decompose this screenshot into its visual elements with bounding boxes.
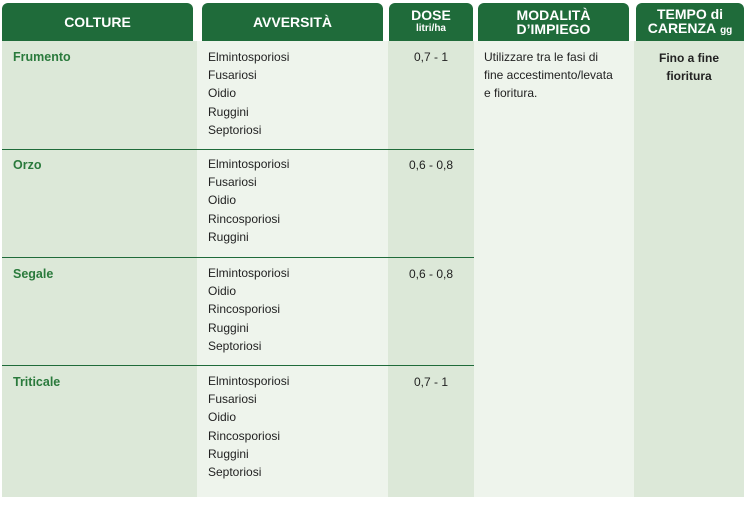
adversity-item: Ruggini xyxy=(208,446,249,461)
modalita-text xyxy=(484,48,613,103)
adversity-item: Ruggini xyxy=(208,229,249,244)
header-tempo-line2: CARENZA xyxy=(647,19,717,36)
modalita-line: e fioritura. xyxy=(484,86,538,101)
adversity-item: Rincosporiosi xyxy=(208,211,281,226)
adversity-item: Fusariosi xyxy=(208,392,257,407)
adversity-item: Fusariosi xyxy=(208,68,257,83)
adversity-item: Rincosporiosi xyxy=(208,428,281,443)
adversity-item: Ruggini xyxy=(208,320,249,335)
column-modalita-bg xyxy=(474,41,634,497)
row-separator xyxy=(2,257,474,258)
header-colture-label: COLTURE xyxy=(64,14,131,30)
header-tempo xyxy=(636,3,744,41)
adversity-list xyxy=(208,372,289,481)
carenza-text xyxy=(634,49,744,85)
header-dose xyxy=(389,3,473,41)
crop-name: Segale xyxy=(13,267,54,281)
header-modalita-label: MODALITÀ D’IMPIEGO xyxy=(516,7,591,37)
modalita-line: fine accestimento/levata xyxy=(484,68,613,83)
crop-name: Triticale xyxy=(13,375,61,389)
adversity-item: Fusariosi xyxy=(208,175,257,190)
adversity-item: Elmintosporiosi xyxy=(208,50,290,64)
dose-value: 0,7 - 1 xyxy=(413,50,449,64)
carenza-line: fioritura xyxy=(666,69,712,83)
adversity-item: Elmintosporiosi xyxy=(208,266,290,280)
row-separator xyxy=(2,365,474,366)
crop-name: Orzo xyxy=(13,158,42,172)
row-separator xyxy=(2,149,474,150)
adversity-item: Elmintosporiosi xyxy=(208,374,290,388)
adversity-item: Septoriosi xyxy=(208,122,262,137)
adversity-item: Oidio xyxy=(208,284,237,299)
adversity-list xyxy=(208,48,289,139)
adversity-item: Ruggini xyxy=(208,104,249,119)
crop-name: Frumento xyxy=(13,50,71,64)
header-dose-unit: litri/ha xyxy=(415,23,446,34)
adversity-item: Elmintosporiosi xyxy=(208,157,290,171)
adversity-list xyxy=(208,155,289,246)
header-tempo-line1: TEMPO di xyxy=(656,5,724,22)
header-avversita xyxy=(202,3,383,41)
header-avversita-label: AVVERSITÀ xyxy=(252,14,333,30)
adversity-item: Oidio xyxy=(208,86,237,101)
dose-value: 0,6 - 0,8 xyxy=(408,267,454,281)
dose-value: 0,7 - 1 xyxy=(413,375,449,389)
adversity-list xyxy=(208,264,289,355)
header-modalita xyxy=(478,3,629,41)
carenza-line: Fino a fine xyxy=(659,51,719,65)
header-tempo-unit: gg xyxy=(720,24,733,36)
header-dose-label: DOSE xyxy=(411,7,451,23)
adversity-item: Oidio xyxy=(208,193,237,208)
adversity-item: Oidio xyxy=(208,410,237,425)
adversity-item: Septoriosi xyxy=(208,465,262,480)
adversity-item: Rincosporiosi xyxy=(208,302,281,317)
modalita-line: Utilizzare tra le fasi di xyxy=(484,50,599,64)
adversity-item: Septoriosi xyxy=(208,338,262,353)
column-tempo-bg xyxy=(634,41,744,497)
dose-value: 0,6 - 0,8 xyxy=(408,158,454,172)
header-colture xyxy=(2,3,193,41)
